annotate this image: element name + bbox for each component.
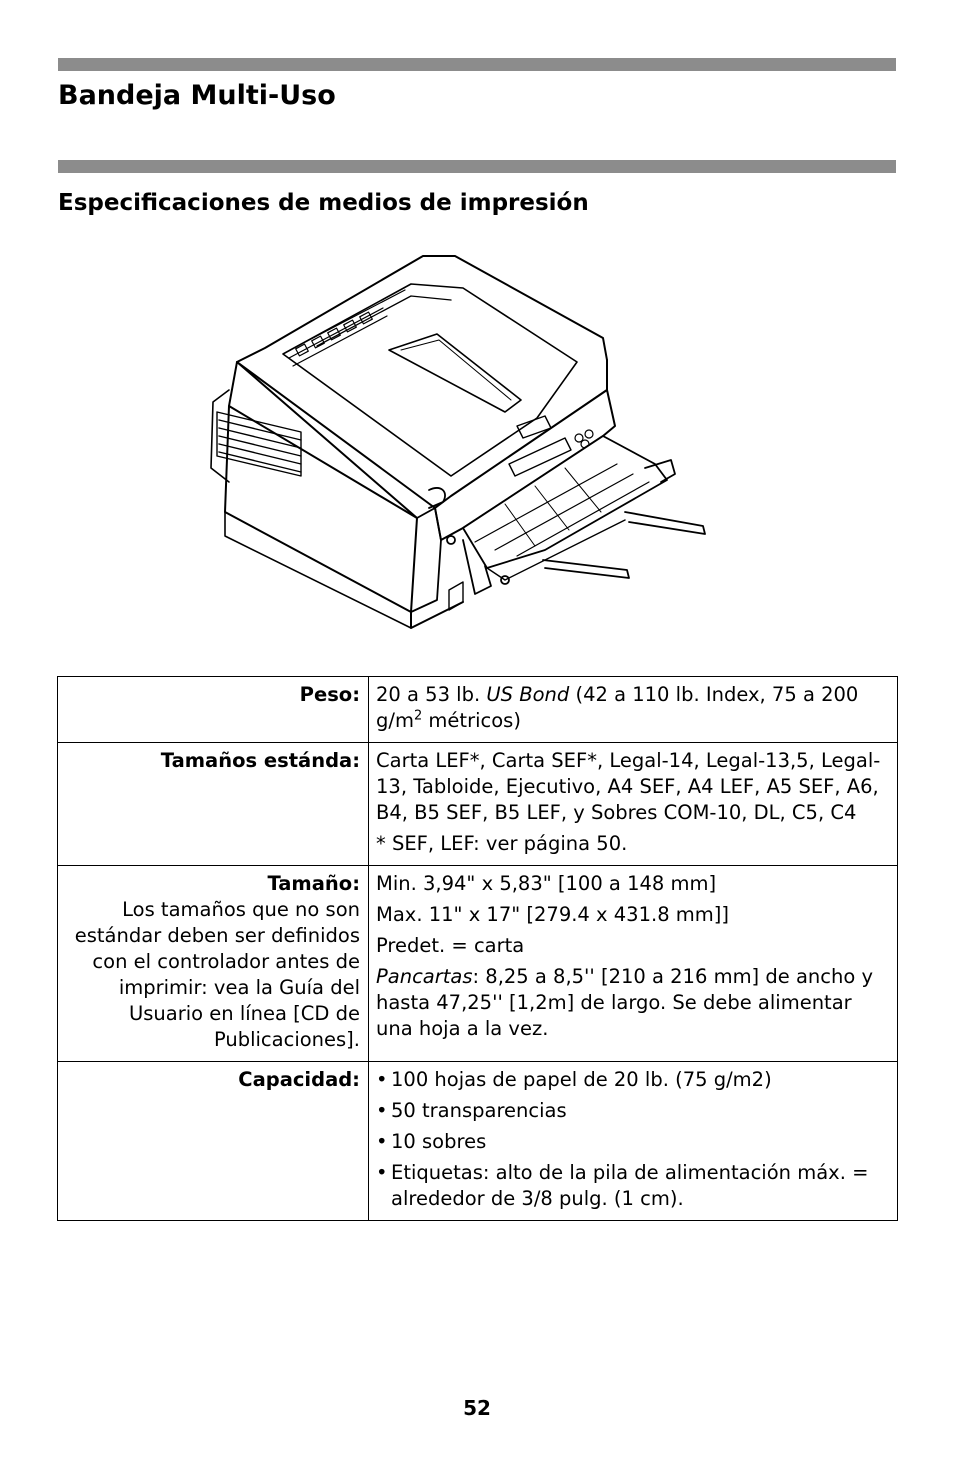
banner-label: Pancartas <box>376 965 473 988</box>
min-size: Min. 3,94" x 5,83" [100 a 148 mm] <box>376 872 717 895</box>
specifications-table <box>57 676 898 1221</box>
page-title: Bandeja Multi-Uso <box>58 80 336 111</box>
table-row-capacidad <box>58 1062 898 1221</box>
label-cell <box>58 866 369 1062</box>
value-cell <box>369 866 898 1062</box>
peso-value-part: (42 a 110 lb. Index, 75 a 200 g/m <box>376 683 859 732</box>
label-cell <box>58 1062 369 1221</box>
value-cell <box>369 743 898 866</box>
list-item: • 100 hojas de papel de 20 lb. (75 g/m2) <box>376 1067 889 1093</box>
printer-illustration <box>205 250 715 630</box>
default-size: Predet. = carta <box>376 934 525 957</box>
header-rule-section <box>58 160 896 173</box>
row-label-peso: Peso: <box>299 683 360 706</box>
max-size: Max. 11" x 17" [279.4 x 431.8 mm]] <box>376 903 730 926</box>
capacity-list <box>376 1067 889 1212</box>
label-cell <box>58 677 369 743</box>
value-cell <box>369 1062 898 1221</box>
list-item: • 50 transparencias <box>376 1098 889 1124</box>
peso-value <box>376 682 889 734</box>
banner-text: : 8,25 a 8,5'' [210 a 216 mm] de ancho y hasta 47,25'' [1,2m] de largo. Se debe alimentar una hoja a la vez. <box>376 965 873 1040</box>
table-row-peso <box>58 677 898 743</box>
label-cell <box>58 743 369 866</box>
row-label-capacidad: Capacidad: <box>238 1068 360 1091</box>
table-row-tamano <box>58 866 898 1062</box>
list-item: • Etiquetas: alto de la pila de alimentación máx. = alrededor de 3/8 pulg. (1 cm). <box>376 1160 889 1212</box>
standard-sizes-list: Carta LEF*, Carta SEF*, Legal-14, Legal-13,5, Legal-13, Tabloide, Ejecutivo, A4 SEF, A4 LEF, A5 SEF, A6, B4, B5 SEF, B5 LEF, y Sobres COM-10, DL, C5, C4 <box>376 749 881 824</box>
banner-size <box>376 964 889 1042</box>
row-label-tamanos: Tamaños estánda: <box>160 749 360 772</box>
table-row-tamanos-estandar <box>58 743 898 866</box>
row-note-tamano: Los tamaños que no son estándar deben ser definidos con el controlador antes de imprimir: vea la Guía del Usuario en línea [CD de Publicaciones]. <box>74 898 360 1051</box>
peso-value-part: 20 a 53 lb. <box>376 683 487 706</box>
row-label-tamano: Tamaño: <box>267 872 360 895</box>
peso-value-superscript: 2 <box>413 708 423 724</box>
peso-value-part: métricos) <box>422 709 521 732</box>
peso-value-italic: US Bond <box>486 683 570 706</box>
list-item: • 10 sobres <box>376 1129 889 1155</box>
page-number: 52 <box>463 1396 491 1420</box>
printer-icon <box>205 250 715 630</box>
sef-lef-footnote: * SEF, LEF: ver página 50. <box>376 832 628 855</box>
value-cell <box>369 677 898 743</box>
header-rule-top <box>58 58 896 71</box>
section-title: Especificaciones de medios de impresión <box>58 190 589 216</box>
